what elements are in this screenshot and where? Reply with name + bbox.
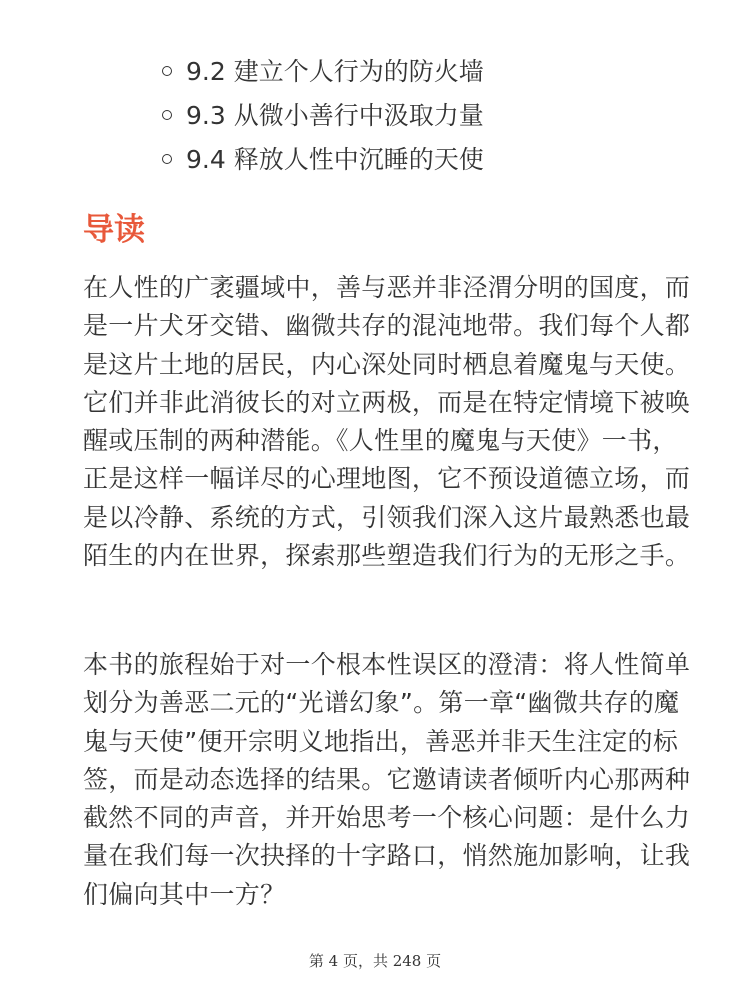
toc-list <box>162 50 484 182</box>
body-paragraph: 本书的旅程始于对一个根本性误区的澄清：将人性简单划分为善恶二元的“光谱幻象”。第一章“幽微共存的魔鬼与天使”便开宗明义地指出，善恶并非天生注定的标签，而是动态选择的结果。它邀请读者倾听内心那两种截然不同的声音，并开始思考一个核心问题：是什么力量在我们每一次抉择的十字路口，悄然施加影响，让我们偏向其中一方？ <box>83 650 691 909</box>
toc-item <box>162 94 484 138</box>
section-heading: 导读 <box>83 212 145 248</box>
circle-bullet-icon <box>162 154 172 164</box>
toc-item-label: 9.3 从微小善行中汲取力量 <box>186 101 484 130</box>
toc-item-label: 9.4 释放人性中沉睡的天使 <box>186 145 484 174</box>
toc-item <box>162 138 484 182</box>
page-number-footer: 第 4 页，共 248 页 <box>308 952 442 970</box>
circle-bullet-icon <box>162 66 172 76</box>
toc-item-label: 9.2 建立个人行为的防火墙 <box>186 57 484 86</box>
circle-bullet-icon <box>162 110 172 120</box>
toc-item <box>162 50 484 94</box>
body-paragraph: 在人性的广袤疆域中，善与恶并非泾渭分明的国度，而是一片犬牙交错、幽微共存的混沌地带。我们每个人都是这片土地的居民，内心深处同时栖息着魔鬼与天使。它们并非此消彼长的对立两极，而是在特定情境下被唤醒或压制的两种潜能。《人性里的魔鬼与天使》一书，正是这样一幅详尽的心理地图，它不预设道德立场，而是以冷静、系统的方式，引领我们深入这片最熟悉也最陌生的内在世界，探索那些塑造我们行为的无形之手。 <box>83 273 691 571</box>
